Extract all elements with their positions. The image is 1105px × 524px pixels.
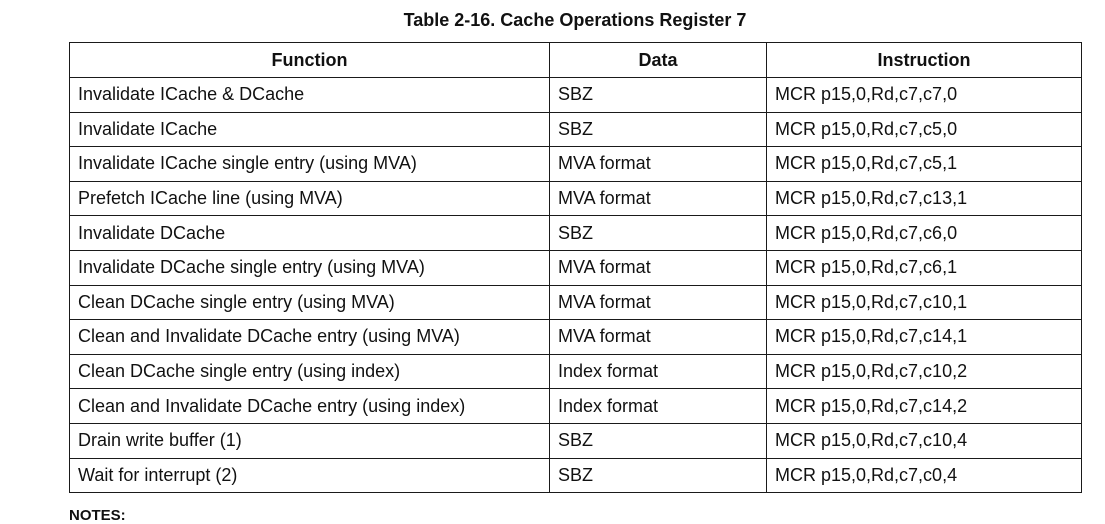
notes-heading: NOTES: [69,507,126,524]
instruction-cell: MCR p15,0,Rd,c7,c13,1 [767,181,1082,216]
instruction-cell: MCR p15,0,Rd,c7,c7,0 [767,78,1082,113]
table-row [70,181,1082,216]
table-row [70,354,1082,389]
function-cell: Invalidate ICache single entry (using MVA) [70,147,550,182]
data-cell: MVA format [550,147,767,182]
data-cell: SBZ [550,458,767,493]
instruction-cell: MCR p15,0,Rd,c7,c5,0 [767,112,1082,147]
instruction-cell: MCR p15,0,Rd,c7,c10,4 [767,423,1082,458]
table-row [70,423,1082,458]
data-cell: SBZ [550,112,767,147]
table-caption: Table 2-16. Cache Operations Register 7 [403,10,747,30]
function-cell: Clean and Invalidate DCache entry (using index) [70,389,550,424]
table-row [70,147,1082,182]
function-cell: Invalidate DCache [70,216,550,251]
header-instruction: Instruction [767,43,1082,78]
header-row [70,43,1082,78]
function-cell: Drain write buffer (1) [70,423,550,458]
data-cell: Index format [550,354,767,389]
function-cell: Invalidate ICache & DCache [70,78,550,113]
function-cell: Prefetch ICache line (using MVA) [70,181,550,216]
function-cell: Invalidate ICache [70,112,550,147]
data-cell: MVA format [550,320,767,355]
instruction-cell: MCR p15,0,Rd,c7,c6,0 [767,216,1082,251]
header-function: Function [70,43,550,78]
function-cell: Wait for interrupt (2) [70,458,550,493]
table-row [70,78,1082,113]
instruction-cell: MCR p15,0,Rd,c7,c10,1 [767,285,1082,320]
table-row [70,285,1082,320]
instruction-cell: MCR p15,0,Rd,c7,c14,1 [767,320,1082,355]
instruction-cell: MCR p15,0,Rd,c7,c14,2 [767,389,1082,424]
instruction-cell: MCR p15,0,Rd,c7,c0,4 [767,458,1082,493]
function-cell: Clean DCache single entry (using index) [70,354,550,389]
function-cell: Clean and Invalidate DCache entry (using MVA) [70,320,550,355]
data-cell: MVA format [550,285,767,320]
table-row [70,389,1082,424]
table-row [70,250,1082,285]
data-cell: SBZ [550,78,767,113]
table-row [70,458,1082,493]
function-cell: Invalidate DCache single entry (using MVA) [70,250,550,285]
cache-operations-table [69,42,1082,493]
instruction-cell: MCR p15,0,Rd,c7,c10,2 [767,354,1082,389]
data-cell: MVA format [550,181,767,216]
instruction-cell: MCR p15,0,Rd,c7,c5,1 [767,147,1082,182]
function-cell: Clean DCache single entry (using MVA) [70,285,550,320]
data-cell: MVA format [550,250,767,285]
table-row [70,320,1082,355]
table-row [70,216,1082,251]
table-row [70,112,1082,147]
instruction-cell: MCR p15,0,Rd,c7,c6,1 [767,250,1082,285]
data-cell: Index format [550,389,767,424]
data-cell: SBZ [550,216,767,251]
header-data: Data [550,43,767,78]
data-cell: SBZ [550,423,767,458]
